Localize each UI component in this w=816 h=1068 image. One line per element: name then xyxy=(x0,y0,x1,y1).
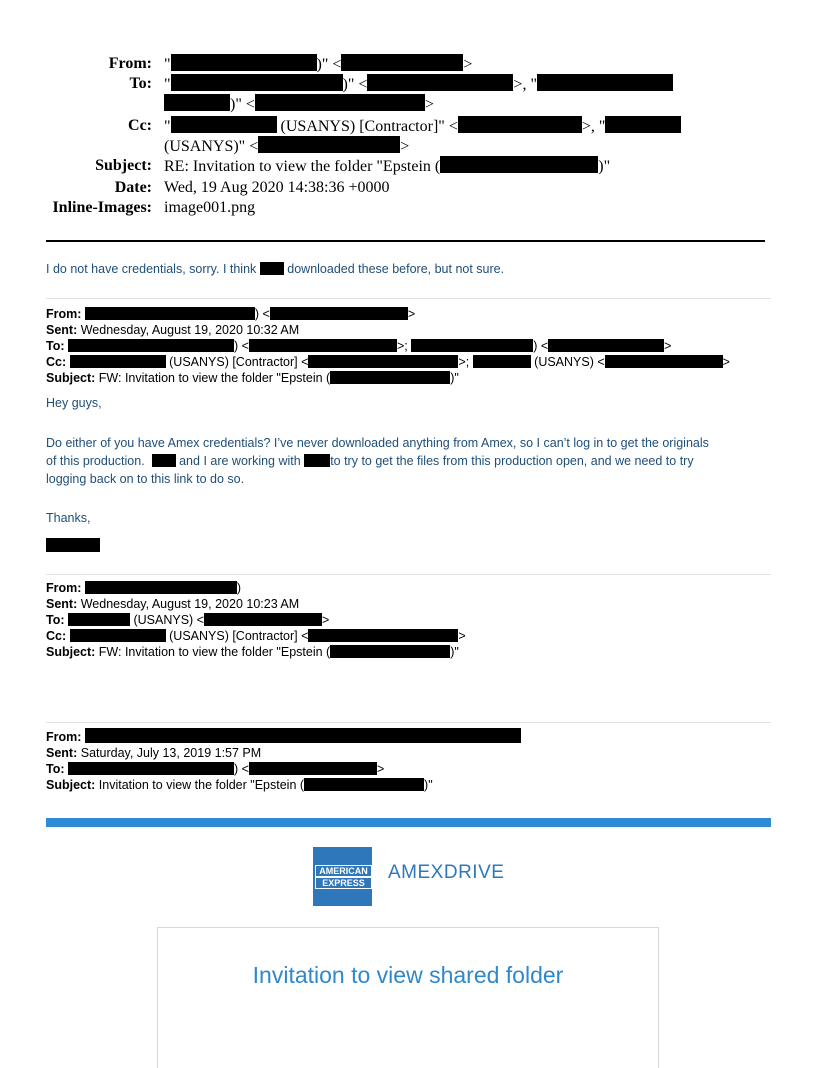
redaction xyxy=(304,778,424,791)
redaction xyxy=(537,74,673,91)
msg1-subject: Subject: FW: Invitation to view the folder "Epstein ( )" xyxy=(46,371,459,385)
body-line: logging back on to this link to do so. xyxy=(46,472,245,486)
redaction xyxy=(258,136,400,153)
redaction xyxy=(473,355,531,368)
msg2-cc: Cc: (USANYS) [Contractor] < > xyxy=(46,629,466,643)
amexdrive-brand: AMEXDRIVE xyxy=(388,862,505,883)
to-label: To: xyxy=(129,75,152,92)
redaction xyxy=(46,538,100,552)
date-label: Date: xyxy=(114,179,152,196)
redaction xyxy=(605,116,681,133)
redaction xyxy=(85,307,255,320)
msg2-sent: Sent: Wednesday, August 19, 2020 10:23 AM xyxy=(46,597,300,611)
inline-images-value: image001.png xyxy=(164,199,256,216)
msg2-to: To: (USANYS) < > xyxy=(46,613,330,627)
redaction xyxy=(249,339,397,352)
redaction xyxy=(204,613,322,626)
msg3-to: To: ) < > xyxy=(46,762,385,776)
redaction xyxy=(171,116,277,133)
msg3-from: From: xyxy=(46,728,521,745)
redaction xyxy=(308,355,458,368)
from-label: From: xyxy=(108,55,152,72)
amex-logo xyxy=(313,847,372,906)
redaction xyxy=(440,156,598,173)
redaction xyxy=(68,762,234,775)
redaction xyxy=(548,339,664,352)
redaction xyxy=(68,613,130,626)
redaction xyxy=(260,262,284,275)
redaction xyxy=(411,339,533,352)
redaction xyxy=(605,355,723,368)
redaction xyxy=(171,54,317,71)
redaction xyxy=(68,339,234,352)
logo-line: EXPRESS xyxy=(315,877,372,889)
msg1-sent: Sent: Wednesday, August 19, 2020 10:32 AM xyxy=(46,323,300,337)
greeting: Hey guys, xyxy=(46,396,102,410)
sign-off: Thanks, xyxy=(46,511,91,525)
redaction xyxy=(255,94,425,111)
redaction xyxy=(270,307,408,320)
invitation-title: Invitation to view shared folder xyxy=(252,962,564,988)
msg1-from: From: ) < > xyxy=(46,307,416,321)
msg1-cc: Cc: (USANYS) [Contractor] < >; (USANYS) < > xyxy=(46,355,730,369)
redaction xyxy=(330,645,450,658)
cc-label: Cc: xyxy=(128,117,152,134)
redaction xyxy=(304,454,330,467)
body-line: of this production. and I are working with to try to get the files from this production open, and we need to try xyxy=(46,454,694,468)
redaction xyxy=(249,762,377,775)
message-divider xyxy=(46,574,771,575)
msg3-subject: Subject: Invitation to view the folder "Epstein ( )" xyxy=(46,778,433,792)
redaction xyxy=(341,54,463,71)
invitation-card xyxy=(157,927,659,1068)
header-divider xyxy=(46,240,765,242)
redaction xyxy=(70,355,166,368)
message-divider xyxy=(46,298,771,299)
redaction xyxy=(367,74,513,91)
redaction xyxy=(70,629,166,642)
amex-header-bar xyxy=(46,818,771,827)
date-value: Wed, 19 Aug 2020 14:38:36 +0000 xyxy=(164,179,390,196)
msg3-sent: Sent: Saturday, July 13, 2019 1:57 PM xyxy=(46,746,262,760)
redaction xyxy=(164,94,230,111)
msg2-subject: Subject: FW: Invitation to view the folder "Epstein ( )" xyxy=(46,645,459,659)
redaction xyxy=(308,629,458,642)
msg1-to: To: ) < >; ) < > xyxy=(46,339,672,353)
message-divider xyxy=(46,722,771,723)
redaction xyxy=(171,74,343,91)
redaction xyxy=(85,581,237,594)
redaction xyxy=(152,454,176,467)
logo-line: AMERICAN xyxy=(315,865,372,877)
msg2-from: From: ) xyxy=(46,581,242,595)
body-line: Do either of you have Amex credentials? I’ve never downloaded anything from Amex, so I can’t log in to get the originals xyxy=(46,436,709,450)
redaction xyxy=(458,116,582,133)
redaction xyxy=(330,371,450,384)
inline-images-label: Inline-Images: xyxy=(52,199,152,216)
subject-label: Subject: xyxy=(95,157,152,174)
redaction xyxy=(85,728,521,743)
reply-text: I do not have credentials, sorry. I think downloaded these before, but not sure. xyxy=(46,262,505,276)
